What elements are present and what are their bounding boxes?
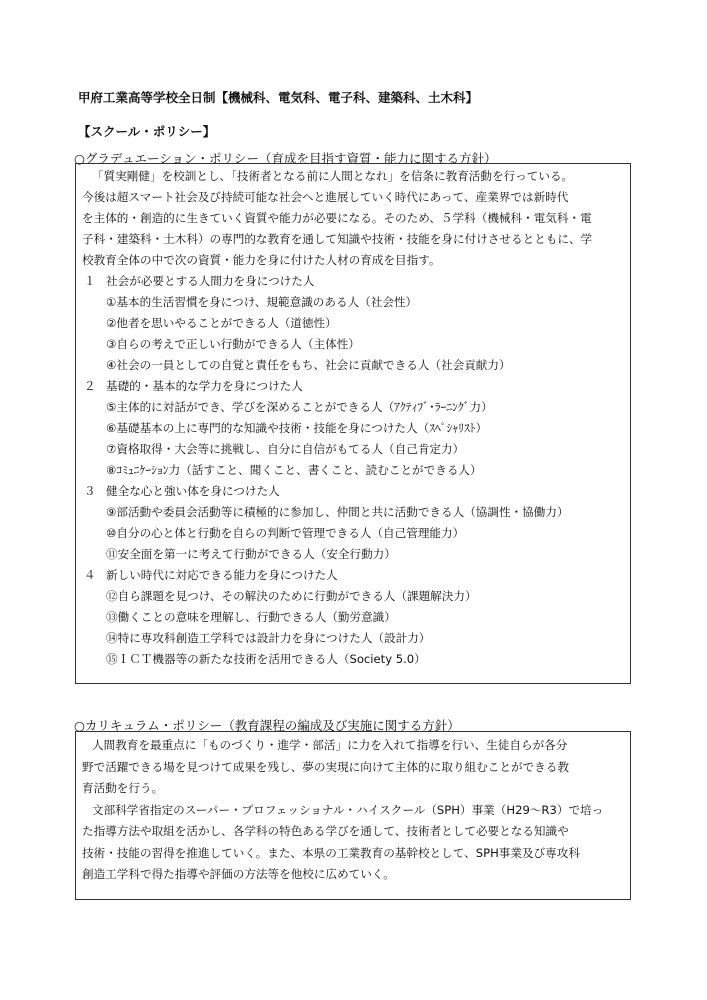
policy-item: ①基本的生活習慣を身につけ、規範意識のある人（社会性） — [106, 295, 418, 309]
graduation-policy-heading: ○グラデュエーション・ポリシー（育成を目指す資質・能力に関する方針） — [74, 151, 497, 166]
curriculum-line: た指導方法や取組を活かし、各学科の特色ある学びを通して、技術者として必要となる知識や — [82, 824, 569, 838]
group-number: ２ — [84, 379, 96, 393]
curriculum-line: 育活動を行う。 — [82, 781, 164, 795]
intro-line: 子科・建築科・土木科）の専門的な教育を通して知識や技術・技能を身に付けさせるとともに、学 — [82, 232, 593, 246]
policy-item: ⑩自分の心と体と行動を自らの判断で管理できる人（自己管理能力） — [106, 526, 465, 540]
group-number: ４ — [84, 568, 96, 582]
policy-item: ⑦資格取得・大会等に挑戦し、自分に自信がもてる人（自己肯定力） — [106, 442, 465, 456]
policy-item: ⑤主体的に対話ができ、学びを深めることができる人（ｱｸﾃｨﾌﾞ･ﾗｰﾆﾝｸﾞ力） — [106, 400, 493, 414]
group-number: １ — [84, 274, 96, 288]
group-label: 健全な心と強い体を身につけた人 — [106, 484, 280, 498]
policy-item: ⑮ＩＣＴ機器等の新たな技術を活用できる人（Society 5.0） — [106, 652, 426, 666]
intro-line: 「質実剛健」を校訓とし、「技術者となる前に人間となれ」を信条に教育活動を行っている。 — [92, 169, 574, 183]
policy-item: ⑪安全面を第一に考えて行動ができる人（安全行動力） — [106, 547, 396, 561]
group-label: 社会が必要とする人間力を身につけた人 — [106, 274, 315, 288]
group-label: 基礎的・基本的な学力を身につけた人 — [106, 379, 303, 393]
intro-line: 今後は超スマート社会及び持続可能な社会へと進展していく時代にあって、産業界では新時代 — [82, 190, 569, 204]
curriculum-line: 創造工学科で得た指導や評価の方法等を他校に広めていく。 — [82, 867, 395, 881]
policy-item: ⑬働くことの意味を理解し、行動できる人（勤労意識） — [106, 610, 396, 624]
intro-line: を主体的・創造的に生きていく資質や能力が必要になる。そのため、５学科（機械科・電気科・電 — [82, 211, 592, 225]
policy-item: ⑫自ら課題を見つけ、その解決のために行動ができる人（課題解決力） — [106, 589, 477, 603]
policy-item: ②他者を思いやることができる人（道徳性） — [106, 316, 337, 330]
curriculum-policy-heading: ○カリキュラム・ポリシー（教育課程の編成及び実施に関する方針） — [74, 718, 460, 733]
curriculum-line: 人間教育を最重点に「ものづくり・進学・部活」に力を入れて指導を行い、生徒自らが各分 — [92, 738, 568, 752]
school-policy-heading: 【スクール・ポリシー】 — [78, 124, 216, 139]
policy-item: ⑥基礎基本の上に専門的な知識や技術・技能を身につけた人（ｽﾍﾟｼｬﾘｽﾄ） — [106, 421, 488, 435]
policy-item: ③自らの考えで正しい行動ができる人（主体性） — [106, 337, 360, 351]
page-title: 甲府工業高等学校全日制【機械科、電気科、電子科、建築科、土木科】 — [78, 90, 479, 105]
policy-item: ⑧ｺﾐｭﾆｹｰｼｮﾝ力（話すこと、聞くこと、書くこと、読むことができる人） — [106, 463, 482, 477]
curriculum-line: 野で活躍できる場を見つけて成果を残し、夢の実現に向けて主体的に取り組むことができる教 — [82, 759, 569, 774]
curriculum-line: 技術・技能の習得を推進していく。また、本県の工業教育の基幹校として、SPH事業及び専攻科 — [82, 845, 580, 860]
intro-line: 校教育全体の中で次の資質・能力を身に付けた人材の育成を目指す。 — [82, 253, 441, 267]
group-label: 新しい時代に対応できる能力を身につけた人 — [106, 568, 338, 582]
policy-item: ⑭特に専攻科創造工学科では設計力を身につけた人（設計力） — [106, 631, 431, 645]
policy-item: ⑨部活動や委員会活動等に積極的に参加し、仲間と共に活動できる人（協調性・協働力） — [106, 505, 569, 519]
group-number: ３ — [84, 484, 96, 498]
policy-item: ④社会の一員としての自覚と責任をもち、社会に貢献できる人（社会貢献力） — [106, 358, 511, 372]
curriculum-line: 文部科学省指定のスーパー・プロフェッショナル・ハイスクール（SPH）事業（H29～R3）で培っ — [92, 802, 604, 817]
